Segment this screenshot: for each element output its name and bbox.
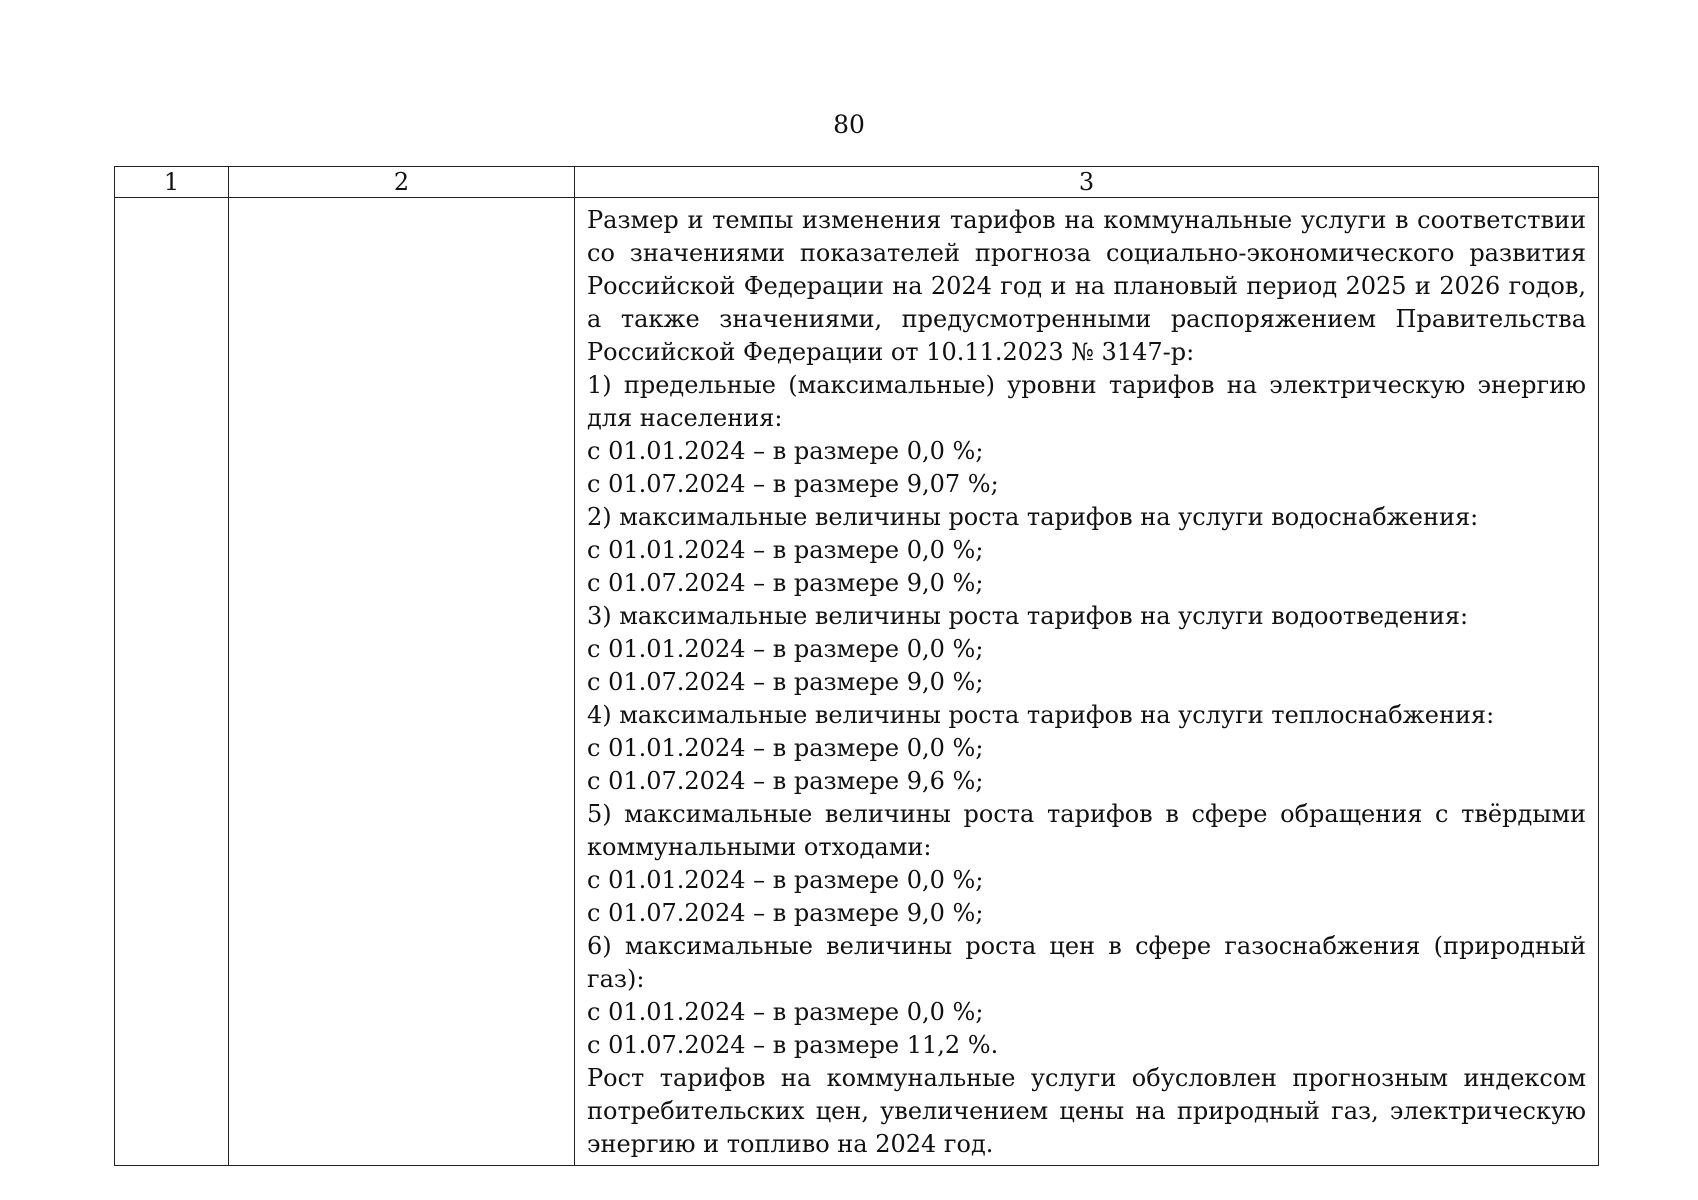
item-heading-3: 3) максимальные величины роста тарифов на услуги водоотведения:: [587, 602, 1469, 630]
rate-6-jul: с 01.07.2024 – в размере 11,2 %.: [587, 1031, 999, 1059]
cell-col-1: [115, 198, 229, 1166]
conclusion-paragraph: Рост тарифов на коммунальные услуги обусловлен прогнозным индексом потребительских цен, увеличением цены на природный газ, электрическую энергию и топливо на 2024 год.: [587, 1064, 1586, 1158]
header-col-1: 1: [115, 167, 229, 198]
cell-col-3: [575, 198, 1599, 1166]
rate-3-jan: с 01.01.2024 – в размере 0,0 %;: [587, 635, 984, 663]
item-heading-1: 1) предельные (максимальные) уровни тарифов на электрическую энергию для населения:: [587, 371, 1586, 432]
item-heading-4: 4) максимальные величины роста тарифов на услуги теплоснабжения:: [587, 701, 1495, 729]
rate-4-jan: с 01.01.2024 – в размере 0,0 %;: [587, 734, 984, 762]
table-row: [115, 198, 1599, 1166]
rate-2-jan: с 01.01.2024 – в размере 0,0 %;: [587, 536, 984, 564]
rate-1-jul: с 01.07.2024 – в размере 9,07 %;: [587, 470, 999, 498]
rate-1-jan: с 01.01.2024 – в размере 0,0 %;: [587, 437, 984, 465]
rate-4-jul: с 01.07.2024 – в размере 9,6 %;: [587, 767, 984, 795]
page-number: 80: [833, 110, 865, 139]
rate-5-jul: с 01.07.2024 – в размере 9,0 %;: [587, 899, 984, 927]
cell-col-2: [229, 198, 575, 1166]
header-col-3: 3: [575, 167, 1599, 198]
rate-2-jul: с 01.07.2024 – в размере 9,0 %;: [587, 569, 984, 597]
header-col-2: 2: [229, 167, 575, 198]
item-heading-2: 2) максимальные величины роста тарифов на услуги водоснабжения:: [587, 503, 1479, 531]
table-header-row: [115, 167, 1599, 198]
rate-3-jul: с 01.07.2024 – в размере 9,0 %;: [587, 668, 984, 696]
intro-paragraph: Размер и темпы изменения тарифов на коммунальные услуги в соответствии со значениями показателей прогноза социально-экономического развития Российской Федерации на 2024 год и на плановый период 2025 и 2026 годов, а также значениями, предусмотренными распоряжением Правительства Российской Федерации от 10.11.2023 № 3147-р:: [587, 206, 1586, 366]
rate-5-jan: с 01.01.2024 – в размере 0,0 %;: [587, 866, 984, 894]
item-heading-5: 5) максимальные величины роста тарифов в сфере обращения с твёрдыми коммунальными отходами:: [587, 800, 1586, 861]
tariff-table: [114, 166, 1599, 1166]
item-heading-6: 6) максимальные величины роста цен в сфере газоснабжения (природный газ):: [587, 932, 1586, 993]
rate-6-jan: с 01.01.2024 – в размере 0,0 %;: [587, 998, 984, 1026]
